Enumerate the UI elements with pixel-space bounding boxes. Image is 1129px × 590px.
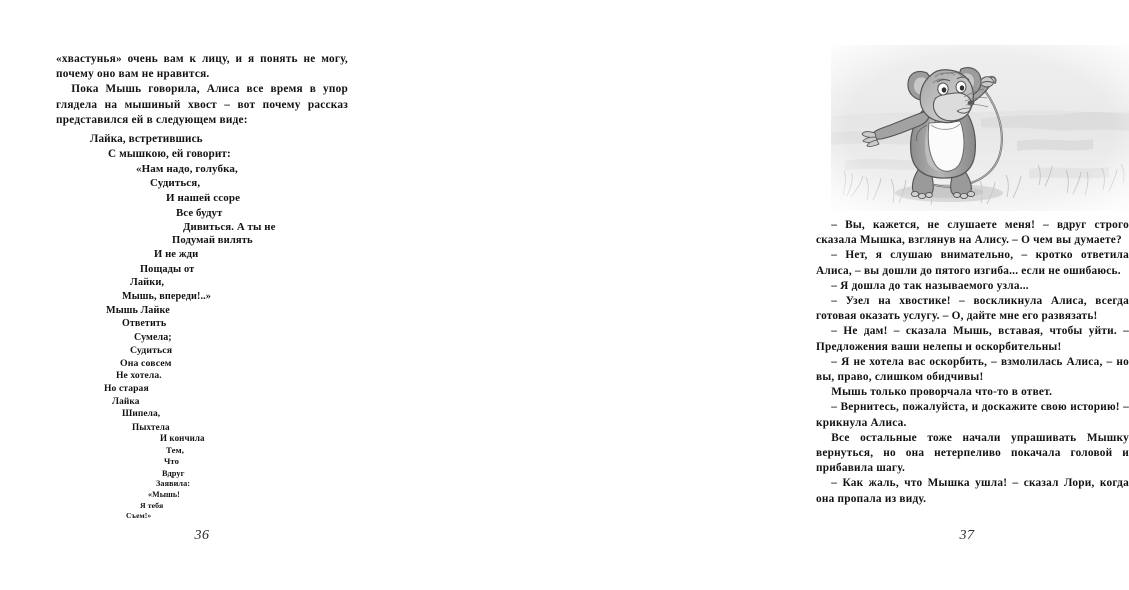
tail-poem-line: Пощады от <box>140 263 195 275</box>
tail-poem-line: Все будут <box>176 206 223 219</box>
paragraph: – Я не хотела вас оскорбить, – взмолилась Алиса, – но вы, право, слишком обидчивы! <box>816 355 1129 384</box>
tail-poem-line: Шипела, <box>122 409 161 420</box>
paragraph: – Не дам! – сказала Мышь, вставая, чтобы уйти. – Предложения ваши нелепы и оскорбительны! <box>816 325 1129 353</box>
tail-poem-line: Вдруг <box>162 468 185 478</box>
tail-poem-line: Лайки, <box>130 277 165 289</box>
paragraph: – Узел на хвостике! – воскликнула Алиса, всегда готовая оказать услугу. – О, дайте мне его развязать! <box>816 295 1129 323</box>
tail-poem-line: Ответить <box>122 318 167 330</box>
tail-poem-line: Судиться, <box>150 177 201 190</box>
right-page-body-text <box>816 218 1129 507</box>
tail-poem-line: И не жди <box>154 249 199 261</box>
paragraph: – Вернитесь, пожалуйста, и доскажите свою историю! – крикнула Алиса. <box>816 401 1129 429</box>
paragraph: «хвастунья» очень вам к лицу, и я понять не могу, почему оно вам не нравится. <box>56 53 348 81</box>
tail-poem-line: Съем!» <box>126 510 152 520</box>
tail-poem-line: Пыхтела <box>132 421 170 432</box>
paragraph: Все остальные тоже начали упрашивать Мышку вернуться, но она нетерпеливо покачала головой и прибавила шагу. <box>816 431 1129 475</box>
tail-poem-line: Подумай вилять <box>172 235 253 247</box>
paragraph: – Как жаль, что Мышка ушла! – сказал Лори, когда она пропала из виду. <box>816 477 1129 505</box>
tail-poem-line: «Мышь! <box>148 489 180 499</box>
tail-poem-line: И кончила <box>160 432 205 443</box>
tail-poem-line: Сумела; <box>134 331 172 343</box>
tail-poem-line: Лайка <box>112 396 140 407</box>
mouse-tail-poem <box>56 132 356 521</box>
paragraph: – Я дошла до так называемого узла... <box>831 279 1029 292</box>
tail-poem-line: Но старая <box>104 382 149 394</box>
page-number-right: 37 <box>959 528 975 543</box>
tail-poem-line: Судиться <box>130 344 173 356</box>
tail-poem-line: Дивиться. А ты не <box>183 221 276 234</box>
tail-poem-line: Я тебя <box>140 500 164 510</box>
mouse-illustration <box>831 45 1129 211</box>
left-page <box>0 0 394 590</box>
tail-poem-line: «Нам надо, голубка, <box>136 162 238 175</box>
tail-poem-line: С мышкою, ей говорит: <box>108 147 231 160</box>
paragraph: – Вы, кажется, не слушаете меня! – вдруг строго сказала Мышка, взглянув на Алису. – О чем вы думаете? <box>816 219 1129 247</box>
tail-poem-line: Она совсем <box>120 357 172 369</box>
mouse-illustration-art <box>831 45 1129 211</box>
tail-poem-line: Тем, <box>166 444 184 455</box>
tail-poem-line: Лайка, встретившись <box>90 133 203 145</box>
left-page-intro-text <box>56 52 348 128</box>
paragraph: Пока Мышь говорила, Алиса все время в упор глядела на мышиный хвост – вот почему рассказ представился ей в следующем виде: <box>56 83 348 126</box>
paragraph: Мышь только проворчала что-то в ответ. <box>831 386 1053 399</box>
tail-poem-line: Мышь Лайке <box>106 304 170 316</box>
page-number-left: 36 <box>194 528 210 543</box>
tail-poem-line: Не хотела. <box>116 370 162 381</box>
tail-poem-line: Мышь, впереди!..» <box>122 291 211 303</box>
tail-poem-line: Заявила: <box>156 479 191 489</box>
paragraph: – Нет, я слушаю внимательно, – кротко ответила Алиса, – вы дошли до пятого изгиба... если не ошибаюсь. <box>816 249 1129 277</box>
right-page <box>394 0 1129 590</box>
tail-poem-line: Что <box>164 456 179 467</box>
tail-poem-line: И нашей ссоре <box>166 192 241 205</box>
